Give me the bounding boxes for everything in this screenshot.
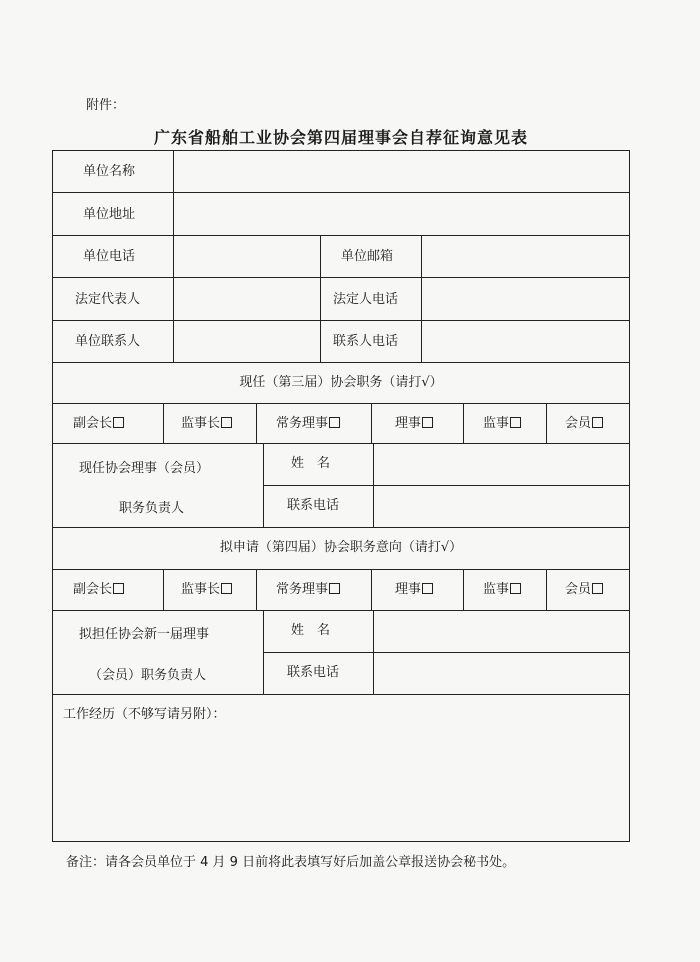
col-line [163,403,164,443]
col-line [256,569,257,610]
footnote: 备注：请各会员单位于 4 月 9 日前将此表填写好后加盖公章报送协会秘书处。 [66,855,516,870]
proposed-name-label: 姓 名 [291,623,331,638]
row-line [53,192,629,193]
proposed-role-option[interactable]: 副会长 [73,582,124,598]
checkbox-icon[interactable] [329,583,340,594]
proposed-person-label: 拟担任协会新一届理事 [79,627,210,642]
checkbox-icon[interactable] [422,417,433,428]
col-line [463,403,464,443]
col-line [320,235,321,362]
proposed-role-option[interactable]: 常务理事 [276,582,340,598]
col-line [263,610,264,694]
checkbox-icon[interactable] [113,417,124,428]
col-line [371,569,372,610]
checkbox-icon[interactable] [221,417,232,428]
current-role-option[interactable]: 监事 [483,416,521,432]
contact-phone-label: 联系人电话 [333,334,399,349]
col-line [546,569,547,610]
col-line [263,443,264,527]
form-table [52,150,630,842]
row-line [53,694,629,695]
col-line [421,235,422,362]
proposed-role-option[interactable]: 监事长 [181,582,232,598]
unit-phone-label: 单位电话 [83,249,136,264]
checkbox-icon[interactable] [221,583,232,594]
row-line [53,320,629,321]
current-role-option[interactable]: 副会长 [73,416,124,432]
current-person-label-2: 职务负责人 [119,501,185,516]
col-line [373,443,374,527]
col-line [256,403,257,443]
row-line [53,527,629,528]
checkbox-icon[interactable] [510,417,521,428]
checkbox-icon[interactable] [329,417,340,428]
proposed-role-option[interactable]: 理事 [395,582,433,598]
current-role-option[interactable]: 常务理事 [276,416,340,432]
checkbox-icon[interactable] [113,583,124,594]
proposed-role-option[interactable]: 会员 [565,582,603,598]
row-line [263,485,629,486]
current-phone-label: 联系电话 [287,498,340,513]
col-line [173,151,174,362]
current-role-option[interactable]: 监事长 [181,416,232,432]
unit-address-label: 单位地址 [83,207,136,222]
row-line [53,277,629,278]
col-line [546,403,547,443]
form-title: 广东省船舶工业协会第四届理事会自荐征询意见表 [153,128,528,147]
row-line [263,652,629,653]
attachment-label: 附件： [86,98,126,113]
unit-contact-label: 单位联系人 [75,334,141,349]
row-line [53,443,629,444]
row-line [53,235,629,236]
checkbox-icon[interactable] [510,583,521,594]
row-line [53,403,629,404]
proposed-phone-label: 联系电话 [287,665,340,680]
row-line [53,610,629,611]
legal-phone-label: 法定人电话 [333,292,399,307]
proposed-role-option[interactable]: 监事 [483,582,521,598]
col-line [373,610,374,694]
checkbox-icon[interactable] [592,417,603,428]
unit-name-label: 单位名称 [83,164,136,179]
work-history-label: 工作经历（不够写请另附）： [63,707,226,722]
unit-email-label: 单位邮箱 [341,249,394,264]
current-person-label: 现任协会理事（会员） [79,461,210,476]
proposed-person-label-2: （会员）职务负责人 [89,668,207,683]
row-line [53,569,629,570]
legal-rep-label: 法定代表人 [75,292,141,307]
row-line [53,362,629,363]
current-roles-heading: 现任（第三届）协会职务（请打√） [239,375,443,390]
current-role-option[interactable]: 理事 [395,416,433,432]
checkbox-icon[interactable] [592,583,603,594]
current-role-option[interactable]: 会员 [565,416,603,432]
checkbox-icon[interactable] [422,583,433,594]
col-line [463,569,464,610]
proposed-roles-heading: 拟申请（第四届）协会职务意向（请打√） [219,540,463,555]
col-line [371,403,372,443]
col-line [163,569,164,610]
current-name-label: 姓 名 [291,456,331,471]
